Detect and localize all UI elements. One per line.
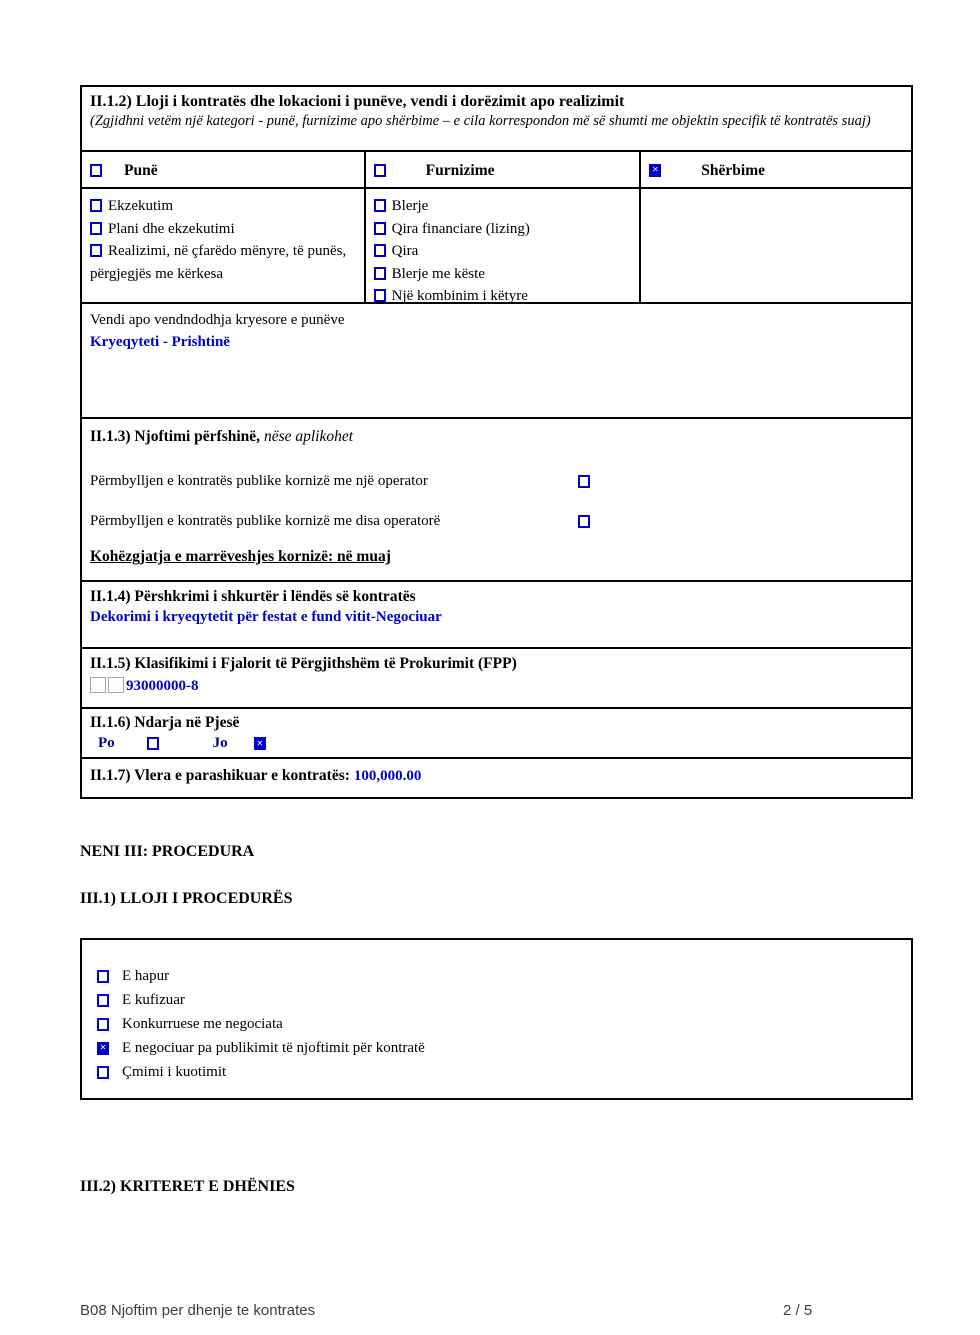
checkbox-one-operator[interactable] bbox=[578, 475, 590, 488]
category-sherbime bbox=[639, 152, 911, 187]
checkbox-lots-no-checked[interactable] bbox=[254, 737, 266, 750]
option-blerje-label: Blerje bbox=[391, 198, 429, 214]
section-II-1-3-row bbox=[82, 417, 911, 580]
checkbox-realizimi[interactable] bbox=[90, 244, 102, 257]
framework-duration-label: Kohëzgjatja e marrëveshjes kornizë: në muaj bbox=[90, 548, 391, 565]
option-plani-label: Plani dhe ekzekutimi bbox=[108, 220, 235, 237]
section-II-1-5-title: II.1.5) Klasifikimi i Fjalorit të Përgjithshëm të Prokurimit (FPP) bbox=[90, 655, 517, 672]
procedure-konkurruese-label: Konkurruese me negociata bbox=[122, 1015, 283, 1032]
checkbox-e-hapur[interactable] bbox=[97, 970, 109, 983]
fpp-code-value: 93000000-8 bbox=[126, 678, 199, 694]
section-II-1-2-subtitle: (Zgjidhni vetëm një kategori - punë, furnizime apo shërbime – e cila korrespondon më së shumti me objektin specifik të kontratës suaj) bbox=[90, 113, 871, 129]
framework-one-operator-line bbox=[90, 473, 903, 490]
section-II-1-6-row bbox=[82, 707, 911, 757]
fpp-code-line bbox=[90, 677, 903, 695]
estimated-value: 100,000.00 bbox=[353, 768, 422, 784]
checkbox-plani[interactable] bbox=[90, 222, 102, 235]
framework-multi-operator-label: Përmbylljen e kontratës publike kornizë me disa operatorë bbox=[90, 513, 441, 529]
section-II-1-4-row bbox=[82, 580, 911, 647]
procedure-type-box bbox=[80, 938, 913, 1100]
option-blerje bbox=[374, 195, 632, 218]
lots-no-label: Jo bbox=[212, 735, 228, 751]
location-row bbox=[82, 302, 911, 417]
option-blerje-keste-label: Blerje me këste bbox=[391, 265, 485, 282]
framework-one-operator-label: Përmbylljen e kontratës publike kornizë me një operator bbox=[90, 473, 428, 489]
checkbox-lots-yes[interactable] bbox=[147, 737, 159, 750]
option-realizimi bbox=[90, 240, 356, 285]
checkbox-kombinim[interactable] bbox=[374, 289, 386, 302]
procedure-cmimi bbox=[97, 1060, 911, 1084]
section-II-1-2-header bbox=[82, 87, 911, 150]
option-qira-financiare bbox=[374, 218, 632, 241]
option-plani bbox=[90, 218, 356, 241]
work-options-cell bbox=[82, 189, 364, 302]
framework-multi-operator-line bbox=[90, 513, 903, 530]
option-qira-financiare-label: Qira financiare (lizing) bbox=[391, 220, 530, 237]
neni-iii-heading: NENI III: PROCEDURA bbox=[80, 843, 255, 860]
lots-yes-no-line bbox=[90, 735, 903, 752]
section-II-1-4-value: Dekorimi i kryeqytetit për festat e fund vitit-Negociuar bbox=[90, 609, 442, 625]
category-sherbime-label: Shërbime bbox=[701, 161, 766, 179]
option-qira bbox=[374, 240, 632, 263]
option-blerje-keste bbox=[374, 263, 632, 286]
footer-page-number: 2 / 5 bbox=[783, 1302, 813, 1319]
checkbox-cmimi[interactable] bbox=[97, 1066, 109, 1079]
checkbox-konkurruese[interactable] bbox=[97, 1018, 109, 1031]
procedure-e-hapur bbox=[97, 964, 911, 988]
option-qira-label: Qira bbox=[391, 243, 419, 259]
option-ekzekutim bbox=[90, 195, 356, 218]
section-II-1-2-title: II.1.2) Lloji i kontratës dhe lokacioni i punëve, vendi i dorëzimit apo realizimit bbox=[90, 93, 625, 110]
section-II-1-3-title bbox=[90, 427, 903, 447]
category-furnizime-label: Furnizime bbox=[425, 161, 495, 179]
category-options-row bbox=[82, 187, 911, 302]
procedure-cmimi-label: Çmimi i kuotimit bbox=[122, 1063, 227, 1080]
option-realizimi-label: Realizimi, në çfarëdo mënyre, të punës, përgjegjës me kërkesa bbox=[90, 243, 347, 282]
section-II-1-4-title: II.1.4) Përshkrimi i shkurtër i lëndës së kontratës bbox=[90, 588, 416, 605]
checkbox-multi-operator[interactable] bbox=[578, 515, 590, 528]
location-value: Kryeqyteti - Prishtinë bbox=[90, 334, 230, 350]
checkbox-ekzekutim[interactable] bbox=[90, 199, 102, 212]
checkbox-qira[interactable] bbox=[374, 244, 386, 257]
iii2-heading: III.2) KRITERET E DHËNIES bbox=[80, 1178, 295, 1195]
checkbox-furnizime[interactable] bbox=[374, 164, 386, 177]
category-pune-label: Punë bbox=[124, 161, 158, 179]
section-II-1-3-title-italic: nëse aplikohet bbox=[260, 428, 354, 445]
section-II-1-5-row bbox=[82, 647, 911, 707]
fpp-box-1[interactable] bbox=[90, 677, 106, 693]
checkbox-blerje[interactable] bbox=[374, 199, 386, 212]
procedure-e-kufizuar bbox=[97, 988, 911, 1012]
checkbox-sherbime-checked[interactable] bbox=[649, 164, 661, 177]
procedure-e-kufizuar-label: E kufizuar bbox=[122, 991, 185, 1008]
section-II-1-7-row bbox=[82, 757, 911, 797]
section-II-1-3-title-bold: II.1.3) Njoftimi përfshinë, bbox=[90, 428, 261, 445]
procedure-negociuar-label: E negociuar pa publikimit të njoftimit për kontratë bbox=[122, 1039, 425, 1056]
section-II-1-7-title: II.1.7) Vlera e parashikuar e kontratës: bbox=[90, 767, 350, 784]
checkbox-negociuar-checked[interactable] bbox=[97, 1042, 109, 1055]
checkbox-pune[interactable] bbox=[90, 164, 102, 177]
option-kombinim-label: Një kombinim i këtyre bbox=[391, 288, 528, 304]
fpp-box-2[interactable] bbox=[108, 677, 124, 693]
footer-document-name: B08 Njoftim per dhenje te kontrates bbox=[80, 1302, 316, 1319]
procedure-konkurruese bbox=[97, 1012, 911, 1036]
location-label: Vendi apo vendndodhja kryesore e punëve bbox=[90, 312, 345, 328]
contract-info-table bbox=[80, 85, 913, 799]
iii1-heading: III.1) LLOJI I PROCEDURËS bbox=[80, 890, 293, 907]
procedure-negociuar bbox=[97, 1036, 911, 1060]
checkbox-qira-financiare[interactable] bbox=[374, 222, 386, 235]
option-ekzekutim-label: Ekzekutim bbox=[108, 198, 173, 214]
services-options-cell-empty bbox=[639, 189, 911, 302]
category-pune bbox=[82, 152, 364, 187]
procedure-e-hapur-label: E hapur bbox=[122, 967, 170, 984]
supply-options-cell bbox=[364, 189, 640, 302]
checkbox-e-kufizuar[interactable] bbox=[97, 994, 109, 1007]
category-furnizime bbox=[364, 152, 640, 187]
lots-yes-label: Po bbox=[98, 735, 115, 751]
checkbox-blerje-keste[interactable] bbox=[374, 267, 386, 280]
section-II-1-6-title: II.1.6) Ndarja në Pjesë bbox=[90, 714, 240, 731]
category-header-row bbox=[82, 150, 911, 187]
